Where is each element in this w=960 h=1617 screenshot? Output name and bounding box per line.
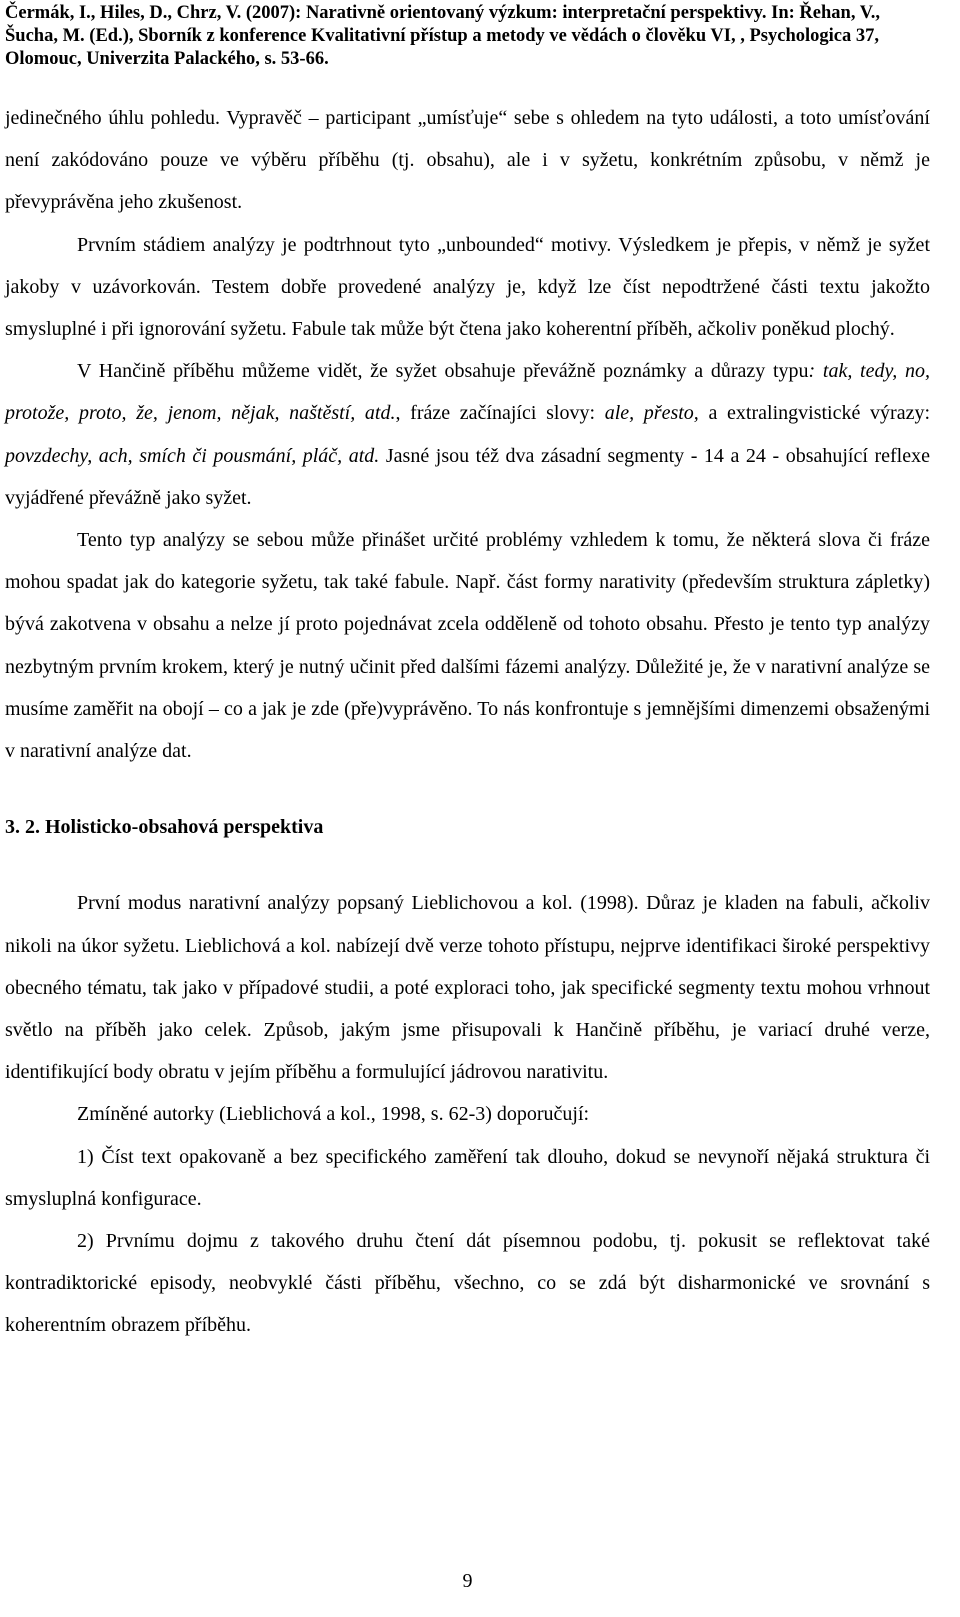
section-heading: 3. 2. Holisticko-obsahová perspektiva <box>5 816 324 839</box>
paragraph-5: První modus narativní analýzy popsaný Lieblichovou a kol. (1998). Důraz je kladen na fabuli, ačkoliv nikoli na úkor syžetu. Lieblichová a kol. nabízejí dvě verze tohoto přístupu, nejprve identifikaci široké perspektivy obecného tématu, tak jako v případové studii, a poté exploraci toho, jak specifické segmenty textu mohou vrhnout světlo na příběh jako celek. Způsob, jakým jsme přisupovali k Hančině příběhu, je variací druhé verze, identifikující body obratu v jejím příběhu a formulující jádrovou narativitu. <box>5 892 930 1084</box>
paragraph-8: 2) Prvnímu dojmu z takového druhu čtení dát písemnou podobu, tj. pokusit se reflektovat také kontradiktorické episody, neobvyklé části příběhu, všechno, co se zdá být disharmonické ve srovnání s koherentním obrazem příběhu. <box>5 1230 930 1337</box>
p3-italic-b: : tak, tedy, no, protože, proto, že, jenom, nějak, naštěstí, atd. <box>5 360 930 425</box>
citation-line-3: Olomouc, Univerzita Palackého, s. 53-66. <box>5 49 329 69</box>
body-text <box>5 97 930 1347</box>
paragraph-4: Tento typ analýzy se sebou může přinášet určité problémy vzhledem k tomu, že některá slova či fráze mohou spadat jak do kategorie syžetu, tak také fabule. Např. část formy narativity (především struktura zápletky) bývá zakotvena v obsahu a nelze jí proto pojednávat zcela odděleně od tohoto obsahu. Přesto je tento typ analýzy nezbytným prvním krokem, který je nutný učinit před dalšími fázemi analýzy. Důležité je, že v narativní analýze se musíme zaměřit na obojí – co a jak je zde (pře)vyprávěno. To nás konfrontuje s jemnějšími dimenzemi obsaženými v narativní analýze dat. <box>5 529 930 763</box>
p3-text-a: V Hančině příběhu můžeme vidět, že syžet obsahuje převážně poznámky a důrazy typu <box>77 360 809 383</box>
p3-text-e: a extralingvistické výrazy: <box>698 402 931 425</box>
page-number: 9 <box>462 1570 473 1592</box>
paragraph-1: jedinečného úhlu pohledu. Vypravěč – participant „umísťuje“ sebe s ohledem na tyto události, a toto umísťování není zakódováno pouze ve výběru příběhu (tj. obsahu), ale i v syžetu, konkrétním způsobu, v němž je převyprávěna jeho zkušenost. <box>5 107 930 214</box>
paragraph-2: Prvním stádiem analýzy je podtrhnout tyto „unbounded“ motivy. Výsledkem je přepis, v němž je syžet jakoby v uzávorkován. Testem dobře provedené analýzy je, když lze číst nepodtržené části textu jakožto smysluplné i při ignorování syžetu. Fabule tak může být čtena jako koherentní příběh, ačkoliv poněkud plochý. <box>5 233 930 341</box>
p3-text-c: , fráze začínajíci slovy: <box>395 402 605 425</box>
p3-italic-d: ale, přesto, <box>604 402 699 425</box>
paragraph-3 <box>5 350 930 519</box>
p3-text-g: Jasné jsou též dva zásadní segmenty - 14 a 24 - obsahující reflexe vyjádřené převážně jako syžet. <box>5 444 930 509</box>
spacer <box>5 848 930 882</box>
p3-italic-f: povzdechy, ach, smích či pousmání, pláč, atd. <box>5 444 380 467</box>
citation-line-2: Šucha, M. (Ed.), Sborník z konference Kvalitativní přístup a metody ve vědách o člověku VI, , Psychologica 37, <box>5 26 879 46</box>
citation-line-1: Čermák, I., Hiles, D., Chrz, V. (2007): Narativně orientovaný výzkum: interpretační perspektivy. In: Řehan, V., <box>5 3 880 23</box>
paragraph-6: Zmíněné autorky (Lieblichová a kol., 1998, s. 62-3) doporučují: <box>77 1103 590 1126</box>
citation-header <box>5 2 950 71</box>
spacer <box>5 772 930 806</box>
paragraph-7: 1) Číst text opakovaně a bez specifického zaměření tak dlouho, dokud se nevynoří nějaká struktura či smysluplná konfigurace. <box>5 1145 930 1210</box>
